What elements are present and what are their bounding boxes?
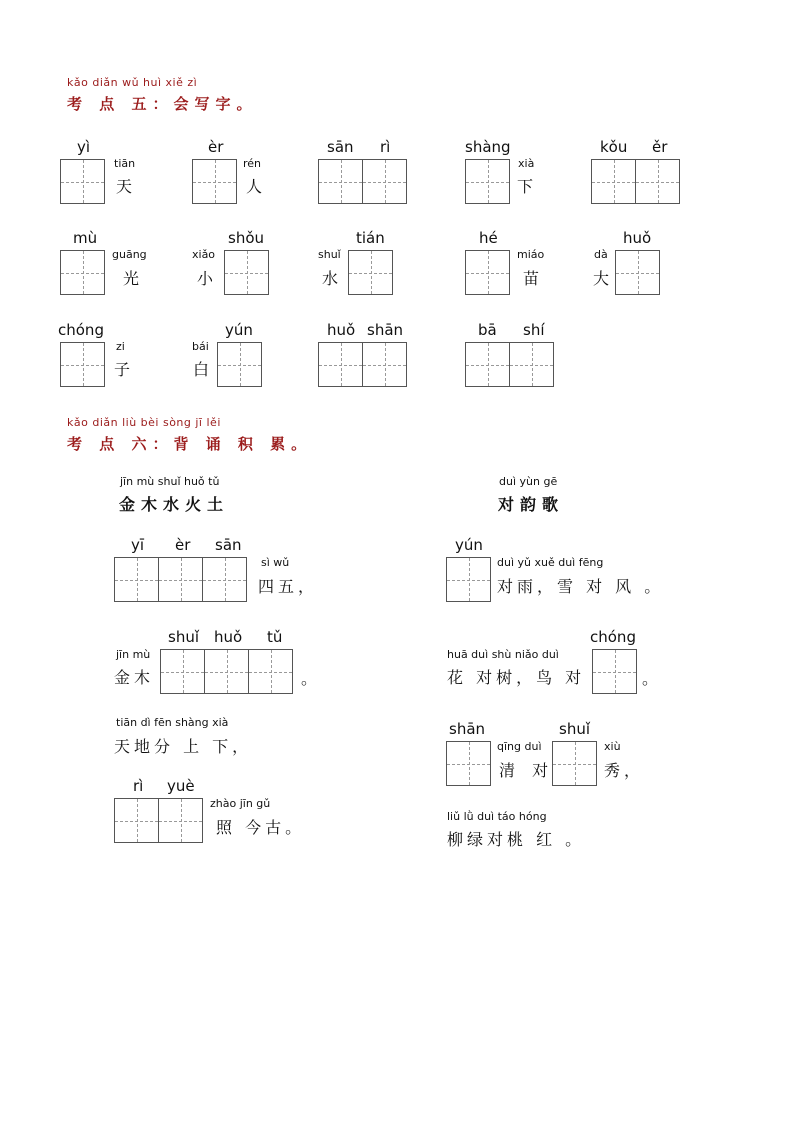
writing-grid-shuihuotu[interactable] bbox=[160, 649, 292, 694]
text-huadui: 花 对树，鸟 对 bbox=[447, 668, 586, 687]
section6-title-pinyin: kǎo diǎn liù bèi sòng jī lěi bbox=[67, 416, 221, 429]
pinyin-er3: èr bbox=[175, 536, 191, 554]
writing-grid-huoshan[interactable] bbox=[318, 342, 406, 387]
char-xiao: 小 bbox=[197, 269, 214, 288]
pinyin-duiyu: duì yǔ xuě duì fēng bbox=[497, 556, 604, 569]
text-qingdui: 清 对 bbox=[499, 761, 555, 780]
poem-right-title: 对韵歌 bbox=[498, 495, 565, 514]
pinyin-zi: zi bbox=[116, 340, 125, 353]
pinyin-yue: yuè bbox=[167, 777, 195, 795]
pinyin-tu: tǔ bbox=[267, 628, 283, 646]
pinyin-shui3: shuǐ bbox=[559, 720, 590, 738]
pinyin-yi2: yī bbox=[131, 536, 145, 554]
writing-grid-tian[interactable] bbox=[348, 250, 392, 295]
pinyin-huo2: huǒ bbox=[327, 321, 356, 339]
text-zhaojingu: 照 今古。 bbox=[216, 818, 306, 837]
pinyin-guang: guāng bbox=[112, 248, 147, 261]
char-miao: 苗 bbox=[523, 269, 540, 288]
pinyin-da: dà bbox=[594, 248, 608, 261]
pinyin-bai: bái bbox=[192, 340, 209, 353]
char-bai: 白 bbox=[193, 360, 210, 379]
writing-grid-shou[interactable] bbox=[224, 250, 268, 295]
pinyin-ba: bā bbox=[478, 321, 497, 339]
char-guang: 光 bbox=[123, 269, 140, 288]
text-liulv: 柳绿对桃 红 。 bbox=[447, 830, 586, 849]
pinyin-he: hé bbox=[479, 229, 498, 247]
writing-grid-riyue[interactable] bbox=[114, 798, 202, 843]
writing-grid-he[interactable] bbox=[465, 250, 509, 295]
writing-grid-bashi[interactable] bbox=[465, 342, 553, 387]
pinyin-er2: ěr bbox=[652, 138, 668, 156]
poem-left-title: 金木水火土 bbox=[119, 495, 230, 514]
pinyin-xiao: xiǎo bbox=[192, 248, 216, 261]
pinyin-chong2: chóng bbox=[590, 628, 636, 646]
pinyin-liulv: liǔ lǜ duì táo hóng bbox=[447, 810, 547, 823]
writing-grid-kouer[interactable] bbox=[591, 159, 679, 204]
pinyin-shou: shǒu bbox=[228, 229, 265, 247]
section6-title: 考 点 六：背 诵 积 累。 bbox=[67, 435, 313, 453]
writing-grid-sanri[interactable] bbox=[318, 159, 406, 204]
writing-grid-yiersan[interactable] bbox=[114, 557, 246, 602]
text-period-1: 。 bbox=[301, 669, 318, 688]
text-siwu: 四五， bbox=[258, 577, 319, 596]
pinyin-yun: yún bbox=[225, 321, 253, 339]
section5-title: 考 点 五：会写字。 bbox=[67, 95, 258, 113]
pinyin-tian: tiān bbox=[114, 157, 136, 170]
pinyin-mu: mù bbox=[73, 229, 98, 247]
pinyin-shui: shuǐ bbox=[318, 248, 341, 261]
pinyin-er: èr bbox=[208, 138, 224, 156]
pinyin-ri2: rì bbox=[133, 777, 144, 795]
text-duiyu: 对雨，雪 对 风 。 bbox=[497, 577, 665, 596]
char-xia: 下 bbox=[517, 177, 534, 196]
pinyin-siwu: sì wǔ bbox=[261, 556, 290, 569]
writing-grid-yun2[interactable] bbox=[446, 557, 490, 602]
writing-grid-shui[interactable] bbox=[552, 741, 596, 786]
char-zi: 子 bbox=[114, 360, 131, 379]
pinyin-xia: xià bbox=[518, 157, 535, 170]
text-period-2: 。 bbox=[642, 669, 659, 688]
pinyin-kou: kǒu bbox=[600, 138, 628, 156]
writing-grid-yi[interactable] bbox=[60, 159, 104, 204]
pinyin-chong: chóng bbox=[58, 321, 104, 339]
pinyin-zhaojingu: zhào jīn gǔ bbox=[210, 797, 271, 810]
pinyin-shi: shí bbox=[523, 321, 545, 339]
pinyin-huadui: huā duì shù niǎo duì bbox=[447, 648, 559, 661]
pinyin-tian2: tián bbox=[356, 229, 385, 247]
char-tian: 天 bbox=[116, 177, 133, 196]
text-jinmu: 金木 bbox=[114, 668, 155, 687]
writing-grid-shang[interactable] bbox=[465, 159, 509, 204]
pinyin-san2: sān bbox=[215, 536, 242, 554]
pinyin-huo: huǒ bbox=[623, 229, 652, 247]
pinyin-ri: rì bbox=[380, 138, 391, 156]
char-ren: 人 bbox=[246, 177, 263, 196]
section5-title-pinyin: kǎo diǎn wǔ huì xiě zì bbox=[67, 76, 198, 89]
pinyin-shui2: shuǐ bbox=[168, 628, 199, 646]
pinyin-san: sān bbox=[327, 138, 354, 156]
pinyin-yun2: yún bbox=[455, 536, 483, 554]
pinyin-jinmu: jīn mù bbox=[116, 648, 151, 661]
poem-left-title-pinyin: jīn mù shuǐ huǒ tǔ bbox=[120, 475, 220, 488]
pinyin-huo3: huǒ bbox=[214, 628, 243, 646]
writing-grid-mu[interactable] bbox=[60, 250, 104, 295]
pinyin-xiu: xiù bbox=[604, 740, 621, 753]
text-xiu: 秀， bbox=[604, 761, 645, 780]
writing-grid-shan[interactable] bbox=[446, 741, 490, 786]
pinyin-shang: shàng bbox=[465, 138, 511, 156]
writing-grid-er[interactable] bbox=[192, 159, 236, 204]
writing-grid-huo[interactable] bbox=[615, 250, 659, 295]
writing-grid-chong2[interactable] bbox=[592, 649, 636, 694]
pinyin-tiandi: tiān dì fēn shàng xià bbox=[116, 716, 229, 729]
pinyin-qingdui: qīng duì bbox=[497, 740, 542, 753]
pinyin-shan2: shān bbox=[449, 720, 486, 738]
pinyin-shan: shān bbox=[367, 321, 404, 339]
writing-grid-yun[interactable] bbox=[217, 342, 261, 387]
writing-grid-chong[interactable] bbox=[60, 342, 104, 387]
text-tiandi: 天地分 上 下， bbox=[114, 737, 253, 756]
poem-right-title-pinyin: duì yùn gē bbox=[499, 475, 558, 488]
pinyin-yi: yì bbox=[77, 138, 91, 156]
pinyin-miao: miáo bbox=[517, 248, 545, 261]
pinyin-ren: rén bbox=[243, 157, 262, 170]
char-da: 大 bbox=[593, 269, 610, 288]
char-shui: 水 bbox=[322, 269, 339, 288]
